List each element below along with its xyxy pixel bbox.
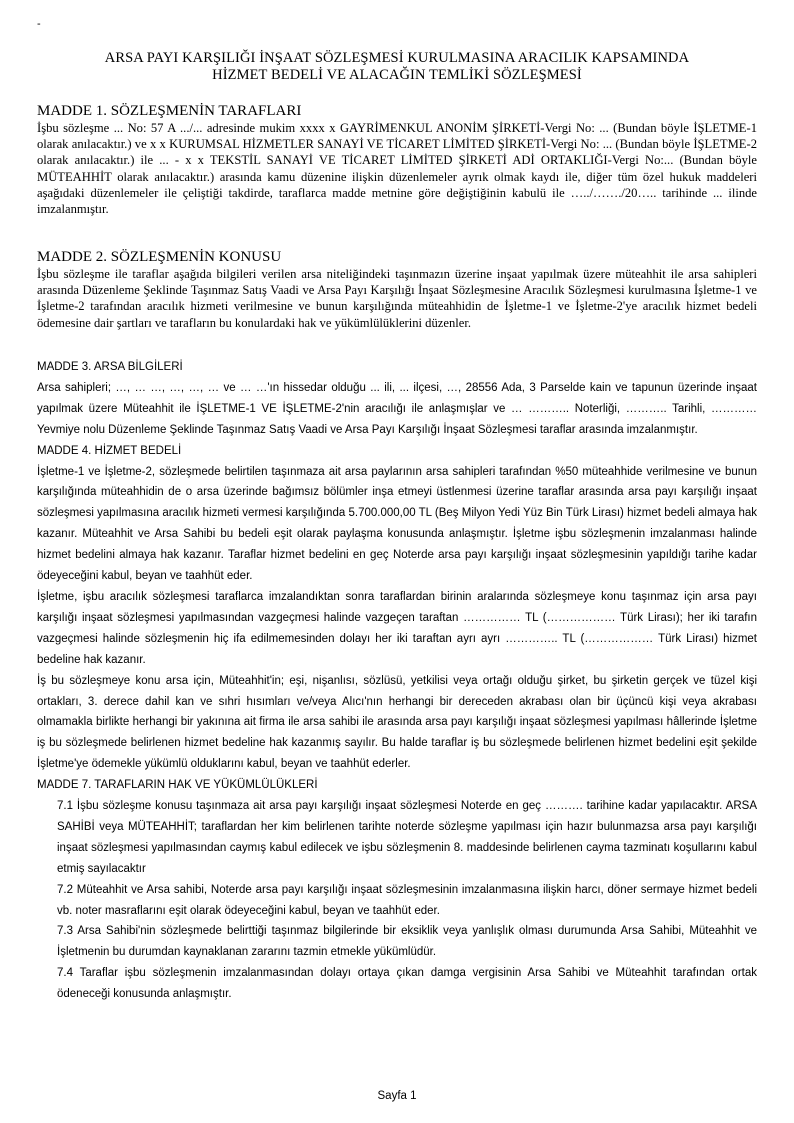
madde-3-body: Arsa sahipleri; …, … …, …, …, … ve … …'ın hissedar olduğu ... ili, ... ilçesi, …, 28556 Ada, 3 Parselde kain ve tapunun üzerinde inşaat yapılmak üzere Müteahhit ile İŞLETME-1 VE İŞLETME-2'nin aracılığı ile anlaşmışlar ve … ……….. Noterliği, ……….. Tarihli, ………… Yevmiye nolu Düzenleme Şeklinde Taşınmaz Satış Vaadi ve Arsa Payı Karşılığı İnşaat Sözleşmesi taraflar arasında imzalanmıştır.: [37, 381, 757, 436]
madde-7-item-2: 7.2 Müteahhit ve Arsa sahibi, Noterde arsa payı karşılığı inşaat sözleşmesinin imzalanmasına ilişkin harcı, döner sermaye hizmet bedeli vb. noter masraflarını eşit olarak ödeyeceğini kabul, beyan ve taahhüt eder.: [57, 883, 757, 917]
madde-7-heading: MADDE 7. TARAFLARIN HAK VE YÜKÜMLÜLÜKLERİ: [37, 779, 318, 792]
section-madde-3-4: [37, 357, 757, 1005]
madde-4-paragraph-2: İşletme, işbu aracılık sözleşmesi taraflarca imzalandıktan sonra taraflardan birinin aralarında sözleşmeye konu taşınmaz için arsa payı karşılığı inşaat sözleşmesi yapılmasından vazgeçmesi halinde vazgeçen taraftan …………… TL (……………… Türk Lirası); her iki tarafın vazgeçmesi halinde sözleşmenin hiç ifa edilmemesinden dolayı her iki taraftan ayrı ayrı ………….. TL (……………… Türk Lirası) hizmet bedeline hak kazanır.: [37, 590, 757, 666]
madde-1-heading: MADDE 1. SÖZLEŞMENİN TARAFLARI: [37, 103, 302, 119]
madde-7-item-1: 7.1 İşbu sözleşme konusu taşınmaza ait arsa payı karşılığı inşaat sözleşmesi Noterde en geç ………. tarihine kadar yapılacaktır. ARSA SAHİBİ veya MÜTEAHHİT; taraflardan her kim belirlenen tarihte noterde sözleşme yapılması için hazır bulunmazsa arsa payı karşılığı inşaat sözleşmesi yapılmasından caymış kabul edilecek ve işbu sözleşmenin 8. maddesinde belirlenen cayma tazminatı koşullarını kabul etmiş sayılacaktır: [57, 800, 757, 875]
madde-4-paragraph-3: İş bu sözleşmeye konu arsa için, Müteahhit'in; eşi, nişanlısı, sözlüsü, yetkilisi veya ortağı olduğu şirket, bu şirketin gerçek ve tüzel kişi ortakları, 3. derece dahil kan ve sıhri hısımları ve/veya Alıcı'nın herhangi bir dereceden akrabası olan bir üçüncü kişi veya akrabası olmamakla birlikte herhangi bir yakınına ait firma ile arsa sahibi ile arasında arsa payı karşılığı inşaat sözleşmesi yapılması hâllerinde İşletme iş bu sözleşmede belirlenen hizmet bedeline hak kazanmış sayılır. Bu halde taraflar iş bu sözleşmede belirlenen hizmet bedelini eşit şekilde İşletme'ye ödemekle yükümlü olduklarını kabul, beyan ve taahhüt ederler.: [37, 674, 757, 771]
page-number: Sayfa 1: [377, 1090, 417, 1102]
madde-1-body: İşbu sözleşme ... No: 57 A .../... adresinde mukim xxxx x GAYRİMENKUL ANONİM ŞİRKETİ-Vergi No: ... (Bundan böyle İŞLETME-1 olarak anılacaktır.) ve x x KURUMSAL HİZMETLER SANAYİ VE TİCARET LİMİTED ŞİRKETİ-Vergi No: ... (Bundan böyle İŞLETME-2 olarak anılacaktır.) ile ... - x x TEKSTİL SANAYİ VE TİCARET LİMİTED ŞİRKETİ ADİ ORTAKLIĞI-Vergi No:... (Bundan böyle MÜTEAHHİT olarak anılacaktır.) arasında kamu düzenine ilişkin düzenlemeler ayrık olmak kaydı ile, diğer tüm özel hukuk maddeleri aşağıdaki düzenlemeler ile çeliştiği takdirde, taraflarca madde metnine göre değiştiğinin kabulü ile …../……./20….. tarihinde ... ilinde imzalanmıştır.: [37, 121, 757, 217]
document-title-line-1: ARSA PAYI KARŞILIĞI İNŞAAT SÖZLEŞMESİ KURULMASINA ARACILIK KAPSAMINDA: [104, 50, 690, 66]
document-title: [40, 50, 754, 84]
section-madde-2: [37, 249, 757, 331]
madde-4-paragraph-1: İşletme-1 ve İşletme-2, sözleşmede belirtilen taşınmaza ait arsa paylarının arsa sahipleri tarafından %50 müteahhide verilmesine ve bunun karşılığında müteahhidin de o arsa üzerinde bağımsız bölümler inşa etmeyi üstlenmesi üzerine taraflar arasında arsa payı karşılığı inşaat sözleşmesi yapılmasına aracılık hizmeti vermesi karşılığında 5.700.000,00 TL (Beş Milyon Yedi Yüz Bin Türk Lirası) hizmet bedeli almaya hak kazanır. Müteahhit ve Arsa Sahibi bu bedeli eşit olarak paylaşma konusunda anlaşmıştır. İşletme işbu sözleşmenin imzalanması halinde hizmet bedelini almaya hak kazanır. Taraflar hizmet bedelini en geç Noterde arsa payı karşılığı inşaat sözleşmesinin yapıldığı tarihe kadar ödeyeceğini kabul, beyan ve taahhüt eder.: [37, 465, 757, 583]
header-mark: -: [37, 18, 41, 30]
section-madde-1: [37, 103, 757, 217]
madde-7-item-3: 7.3 Arsa Sahibi'nin sözleşmede belirttiği taşınmaz bilgilerinde bir eksiklik veya yanlışlık olması durumunda Arsa Sahibi, Müteahhit ve İşletmenin bu durumdan kaynaklanan zararını tazmin etmekle yükümlüdür.: [57, 925, 757, 959]
madde-3-heading: MADDE 3. ARSA BİLGİLERİ: [37, 361, 183, 373]
document-title-line-2: HİZMET BEDELİ VE ALACAĞIN TEMLİKİ SÖZLEŞMESİ: [212, 67, 582, 83]
madde-2-heading: MADDE 2. SÖZLEŞMENİN KONUSU: [37, 249, 282, 265]
madde-2-body: İşbu sözleşme ile taraflar aşağıda bilgileri verilen arsa niteliğindeki taşınmazın üzerine inşaat yapılmak üzere müteahhit ile arsa sahipleri arasında Düzenleme Şeklinde Taşınmaz Satış Vaadi ve Arsa Payı Karşılığı İnşaat Sözleşmesine Aracılık Sözleşmesi kurulmasına İşletme-1 ve İşletme-2 tarafından aracılık hizmeti verilmesine ve bunun karşılığında müteahhidin de İşletme-1 ve İşletme-2'ye aracılık hizmet bedeli ödemesine dair şartları ve tarafların bu konulardaki hak ve yükümlülüklerini düzenler.: [37, 267, 757, 330]
madde-7-item-4: 7.4 Taraflar işbu sözleşmenin imzalanmasından dolayı ortaya çıkan damga vergisinin Arsa Sahibi ve Müteahhit tarafından ortak ödeneceği konusunda anlaşmıştır.: [57, 967, 757, 1001]
madde-4-heading: MADDE 4. HİZMET BEDELİ: [37, 444, 182, 457]
